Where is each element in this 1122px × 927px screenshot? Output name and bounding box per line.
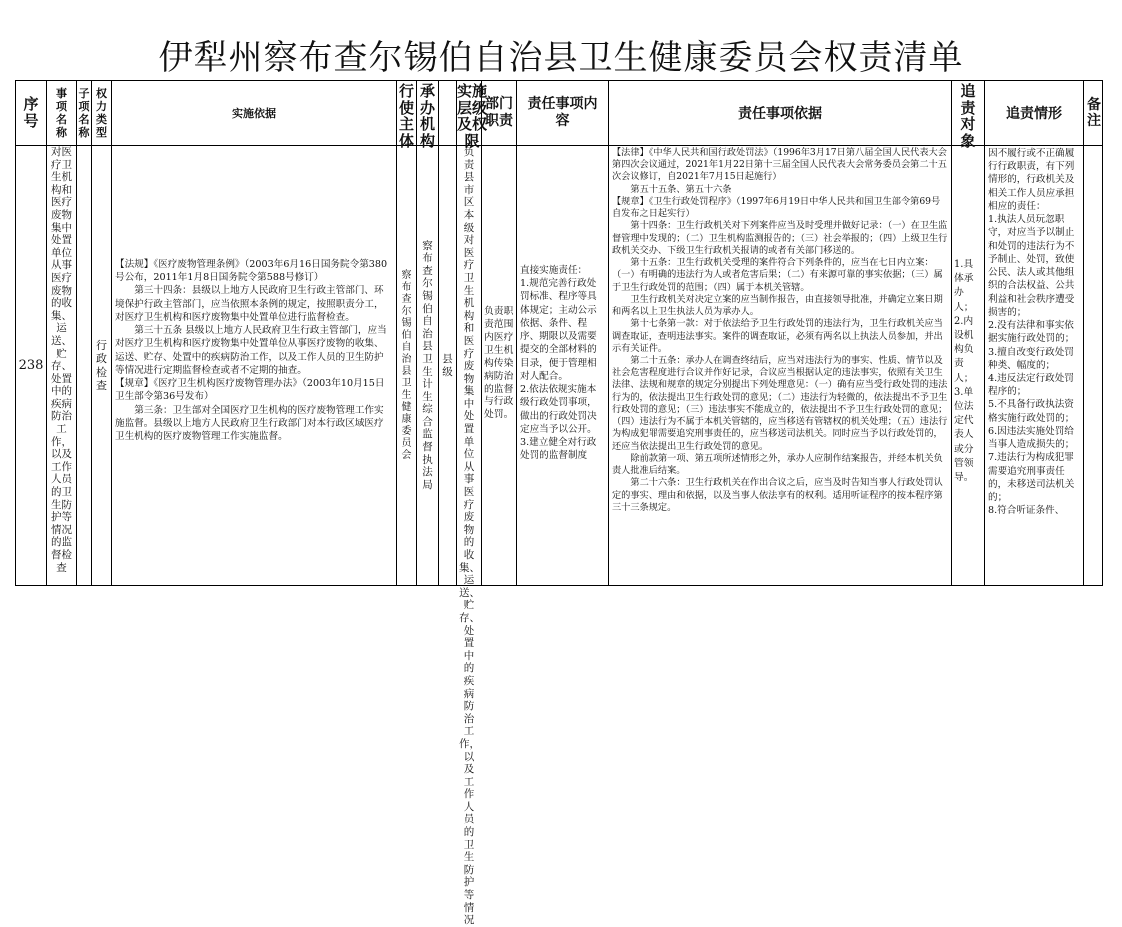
row-subject: 察布查尔锡伯自治县卫生健康委员会 [401, 269, 412, 461]
header-subject: 行使主体 [399, 82, 415, 150]
account-situation-line: 4.违反法定行政处罚程序的； [988, 372, 1074, 398]
account-situation-line: 6.因违法实施处罚给当事人造成损失的； [988, 425, 1075, 451]
resp-content-paragraph: 直接实施责任： [520, 265, 588, 276]
resp-basis-paragraph: 第十五条：卫生行政机关受理的案件符合下列条件的，应当在七日内立案：（一）有明确的违法行为人或者危害后果；（二）有来源可靠的事实依据；（三）属于卫生行政处罚的范围；（四）属于本机关管辖。 [612, 257, 943, 293]
resp-content-paragraph: 3.建立健全对行政处罚的监督制度 [520, 437, 597, 462]
account-situation-line: 8.符合听证条件、 [988, 505, 1065, 517]
row-sub-item-name [77, 146, 91, 585]
account-target-line: 2.内设机构负责人； [954, 315, 974, 384]
account-situation-line: 1.执法人员玩忽职守，对应当予以制止和处罚的违法行为不予制止、处罚，致使公民、法人或其他组织的合法权益、公共利益和社会秩序遭受损害的； [988, 214, 1075, 318]
row-account-situation [985, 146, 1083, 585]
basis-paragraph: 【法规】《医疗废物管理条例》（2003年6月16日国务院令第380号公布，2011年1月8日国务院令第588号修订） [115, 259, 388, 284]
row-undertaking: 察布查尔锡伯自治县卫生计生综合监督执法局 [422, 239, 433, 491]
resp-basis-paragraph: 第二十五条：承办人在调查终结后，应当对违法行为的事实、性质、情节以及社会危害程度进行合议并作好记录，合议应当根据认定的违法事实，依照有关卫生法律、法规和规章的规定分别提出下列处理意见：（一）确有应当受行政处罚的违法行为的，依法提出卫生行政处罚的意见；（二）违法行为轻微的，依法提出不予卫生行政处罚的意见；（三）违法事实不能成立的，依法提出不予卫生行政处罚的意见；（四）违法行为不属于本机关管辖的，应当移送有管辖权的机关处理；（五）违法行为构成犯罪需要追究刑事责任的，应当移送司法机关。同时应当予以行政处罚的，还应当依法提出卫生行政处罚的意见。 [612, 354, 948, 452]
account-situation-line: 因不履行或不正确履行行政职责，有下列情形的，行政机关及相关工作人员应承担相应的责任： [988, 148, 1075, 212]
account-situation-line: 5.不具备行政执法资格实施行政处罚的； [988, 399, 1075, 424]
account-situation-line: 3.擅自改变行政处罚种类、幅度的； [988, 346, 1074, 371]
header-sub-item-name: 子项名称 [78, 86, 90, 140]
row-remarks [1084, 146, 1104, 585]
resp-content-paragraph: 2.依法依规实施本级行政处罚事项，做出的行政处罚决定应当予以公开。 [520, 384, 597, 435]
header-basis: 实施依据 [232, 107, 276, 120]
basis-paragraph: 【规章】《医疗卫生机构医疗废物管理办法》（2003年10月15日卫生部令第36号发布） [115, 378, 385, 403]
row-seq: 238 [18, 358, 44, 373]
resp-basis-paragraph: 除前款第一项、第五项所述情形之外，承办人应制作结案报告，并经本机关负责人批准后结案。 [612, 452, 943, 477]
row-account-target [952, 146, 984, 585]
header-resp-content: 责任事项内容 [527, 95, 598, 129]
row-resp-content [517, 146, 608, 585]
account-target-line: 1.具体承办人； [954, 259, 974, 313]
header-undertaking: 承办机构 [420, 82, 436, 150]
resp-basis-paragraph: 卫生行政机关对决定立案的应当制作报告，由直接领导批准，并确定立案日期和两名以上卫生执法人员为承办人。 [612, 293, 943, 318]
header-dept-duty: 部门职责 [485, 96, 513, 129]
resp-basis-paragraph: 第十四条：卫生行政机关对下列案件应当及时受理并做好记录：（一）在卫生监督管理中发现的；（二）卫生机构监测报告的；（三）社会举报的；（四）上级卫生行政机关交办、下级卫生行政机关报请的或者有关部门移送的。 [612, 220, 948, 256]
header-account-situation: 追责情形 [1006, 106, 1062, 122]
row-basis [112, 146, 396, 585]
basis-paragraph: 第三条：卫生部对全国医疗卫生机构的医疗废物管理工作实施监督。县级以上地方人民政府卫生行政部门对本行政区域医疗卫生机构的医疗废物管理工作实施监督。 [115, 404, 384, 443]
row-item-name: 对医疗卫生机构和医疗废物集中处置单位从事医疗废物的收集、运送、贮存、处置中的疾病防治工作，以及工作人员的卫生防护等情况的监督检查 [51, 146, 72, 574]
header-power-type: 权力类型 [96, 86, 107, 140]
row-power-type: 行政检查 [96, 339, 107, 392]
basis-paragraph: 第三十四条：县级以上地方人民政府卫生行政主管部门、环境保护行政主管部门，应当依照本条例的规定，按照职责分工，对医疗卫生机构和医疗废物集中处置单位进行监督检查。 [115, 285, 384, 323]
row-level: 县级 [442, 352, 453, 378]
row-resp-content-duty: 负责职责范围内医疗卫生机构传染病防治的监督与行政处罚。 [484, 306, 514, 421]
row-resp-basis [609, 146, 951, 585]
resp-basis-paragraph: 【规章】《卫生行政处罚程序》（1997年6月19日中华人民共和国卫生部令第69号 自发布之日起实行） [612, 195, 941, 220]
resp-content-paragraph: 1.规范完善行政处罚标准、程序等具体规定；主动公示依据、条件、程序、期限以及需要提交的全部材料的目录，便于管理相对人配合。 [520, 278, 597, 382]
account-situation-line: 2.没有法律和事实依据实施行政处罚的； [988, 320, 1075, 345]
responsibility-table [15, 80, 1103, 927]
account-situation-line: 7.违法行为构成犯罪需要追究刑事责任的，未移送司法机关的； [988, 452, 1075, 504]
basis-paragraph: 第三十五条 县级以上地方人民政府卫生行政主管部门，应当对医疗卫生机构和医疗废物集中处置单位从事医疗废物的收集、运送、贮存、处置中的疾病防治工作，以及工作人员的卫生防护等情况进行定期监督检查或者不定期的抽查。 [115, 325, 387, 376]
header-remarks: 备注 [1087, 96, 1101, 129]
header-resp-basis: 责任事项依据 [738, 106, 822, 122]
resp-basis-paragraph: 第二十六条：卫生行政机关在作出合议之后，应当及时告知当事人行政处罚认定的事实、理由和依据，以及当事人依法享有的权利。适用听证程序的按本程序第三十三条规定。 [612, 477, 943, 513]
page-title: 伊犁州察布查尔锡伯自治县卫生健康委员会权责清单 [158, 38, 964, 78]
resp-basis-paragraph: 第十七条第一款：对于依法给予卫生行政处罚的违法行为，卫生行政机关应当调查取证，查明违法事实。案件的调查取证，必须有两名以上执法人员参加，并出示有关证件。 [612, 318, 943, 354]
row-dept-duty: 负责县市区本级对医疗卫生机构和医疗废物集中处置单位从事医疗废物的收集、运送、贮存、处置中的疾病防治工作，以及工作人员的卫生防护等情况 [459, 146, 480, 927]
header-item-name: 事项名称 [56, 86, 67, 140]
header-seq: 序号 [23, 94, 39, 130]
header-account-target: 追责对象 [960, 82, 976, 150]
account-target-line: 3.单位法定代表人或分管领导。 [954, 386, 974, 484]
resp-basis-paragraph: 【法律】《中华人民共和国行政处罚法》（1996年3月17日第八届全国人民代表大会第四次会议通过，2021年1月22日第十三届全国人民代表大会常务委员会第二十五次会议修订，自2021年7月15日起施行） [612, 147, 947, 183]
resp-basis-paragraph: 第五十五条、第五十六条 [630, 183, 732, 195]
header-level: 实施层级及权限 [456, 82, 487, 150]
